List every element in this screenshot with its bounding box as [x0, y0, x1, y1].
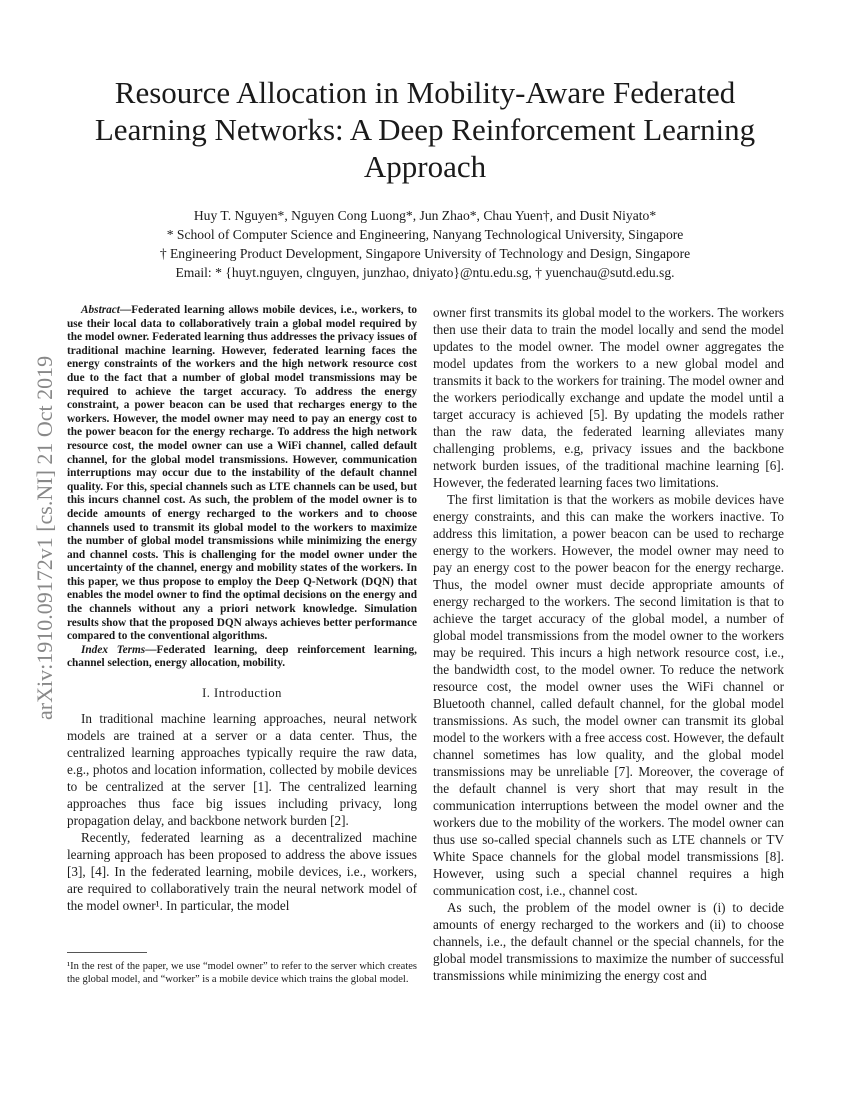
left-column: [67, 304, 417, 914]
footnote: ¹In the rest of the paper, we use “model owner” to refer to the server which creates the global model, and “worker” is a mobile device which trains the global model.: [67, 961, 417, 985]
arxiv-stamp-text: arXiv:1910.09172v1 [cs.NI] 21 Oct 2019: [32, 355, 57, 720]
affiliation-2: † Engineering Product Development, Singapore University of Technology and Design, Singapore: [159, 246, 691, 261]
paper-title: Resource Allocation in Mobility-Aware Federated Learning Networks: A Deep Reinforcement Learning Approach: [94, 75, 756, 184]
body-paragraph: As such, the problem of the model owner is (i) to decide amounts of energy recharged to the workers and (ii) to choose channels, i.e., the default channel or the special channels, for the global model transmissions to maximize the number of successful transmissions while minimizing the energy cost and: [433, 900, 784, 983]
abstract: [67, 304, 417, 644]
intro-paragraph: In traditional machine learning approaches, neural network models are trained at a server or a data center. Thus, the centralized learning approaches typically require the raw data, e.g., photos and location information, collected by mobile devices to be centralized at the server [1]. The centralized learning approaches thus face big issues including privacy, long propagation delay, and backbone network burden [2].: [67, 711, 417, 829]
index-terms-text: —Federated learning, deep reinforcement learning, channel selection, energy allocation, mobility.: [67, 643, 417, 670]
author-names: Huy T. Nguyen*, Nguyen Cong Luong*, Jun Zhao*, Chau Yuen†, and Dusit Niyato*: [193, 208, 657, 223]
intro-paragraph: Recently, federated learning as a decentralized machine learning approach has been proposed to address the above issues [3], [4]. In the federated learning, mobile devices, i.e., workers, are required to collaboratively train the neural network model of the model owner¹. In particular, the model: [67, 830, 417, 914]
author-block: [60, 206, 790, 282]
arxiv-stamp: [22, 300, 62, 720]
index-terms-label: Index Terms: [81, 643, 146, 656]
body-paragraph: The first limitation is that the workers as mobile devices have energy constraints, and this can make the workers inactive. To address this limitation, a power beacon can be used to recharge energy to the workers. However, the model owner may need to pay an energy cost to the power beacon for the energy recharge. Thus, the model owner must decide appropriate amounts of energy recharged to the workers. The second limitation is that to achieve the target accuracy of the global model, a number of global model transmissions from the model owner to the workers may be required. This incurs a high network resource cost, i.e., the bandwidth cost, to the model owner. To reduce the network resource cost, the model owner uses the WiFi channel or Bluetooth channel, called default channel, for the global model transmissions. As such, the model owner can transmit its global model to the workers with a free access cost. However, the default channel sometimes has low quality, and the global model transmissions may be unreliable [7]. Moreover, the coverage of the default channel is very short that may result in the communication interruptions between the model owner and the workers due to the mobility of the workers. The model owner can thus use so-called special channels such as LTE channels or TV White Space channels for the global model transmissions [8]. However, using such a special channel requires a high communication cost, i.e., channel cost.: [433, 492, 784, 898]
arxiv-stamp-svg: [22, 300, 62, 720]
right-column: [433, 304, 784, 984]
abstract-text: —Federated learning allows mobile devices, i.e., workers, to use their local data to collaboratively train a global model required by the model owner. Federated learning thus addresses the privacy issues of traditional machine learning. However, federated learning faces the energy constraints of the workers and the high network resource cost due to the fact that a number of global model transmissions may be required to achieve the target accuracy. To address the energy constraint, a power beacon can be used that recharges energy to the workers. However, the model owner may need to pay an energy cost to the power beacon for the energy recharge. To address the high network resource cost, the model owner can use a WiFi channel, called default channel, for the global model transmissions. However, communication interruptions may occur due to the instability of the default channel quality. For this, special channels such as LTE channels can be used, but this incurs channel cost. As such, the problem of the model owner is to decide amounts of energy recharged to the workers and to choose channels used to transmit its global model to the workers to maximize the number of global model transmissions while minimizing the energy and channel costs. This is challenging for the model owner under the uncertainty of the channel, energy and mobility states of the workers. In this paper, we thus propose to employ the Deep Q-Network (DQN) that enables the model owner to find the optimal decisions on the energy and the channels without any a priori network knowledge. Simulation results show that the proposed DQN always achieves better performance compared to the conventional algorithms.: [67, 304, 417, 643]
affiliation-1: * School of Computer Science and Engineering, Nanyang Technological University, Singapore: [166, 227, 684, 242]
body-paragraph: owner first transmits its global model to the workers. The workers then use their data to train the model locally and send the model updates to the model owner. The model owner aggregates the model updates from the workers to a new global model and transmits it back to the workers for training. The model owner and the workers periodically exchange and update the model until a target accuracy is achieved [5]. By updating the models rather than the raw data, the federated learning alleviates many challenging problems, e.g, privacy issues and the backbone network burden issues, of the traditional machine learning [6]. However, the federated learning faces two limitations.: [433, 305, 784, 490]
abstract-label: Abstract: [81, 304, 120, 316]
footnote-rule: [67, 952, 147, 953]
index-terms: [67, 644, 417, 671]
section-heading: I. Introduction: [202, 686, 282, 701]
author-emails: Email: * {huyt.nguyen, clnguyen, junzhao, dniyato}@ntu.edu.sg, † yuenchau@sutd.edu.sg.: [175, 265, 675, 280]
